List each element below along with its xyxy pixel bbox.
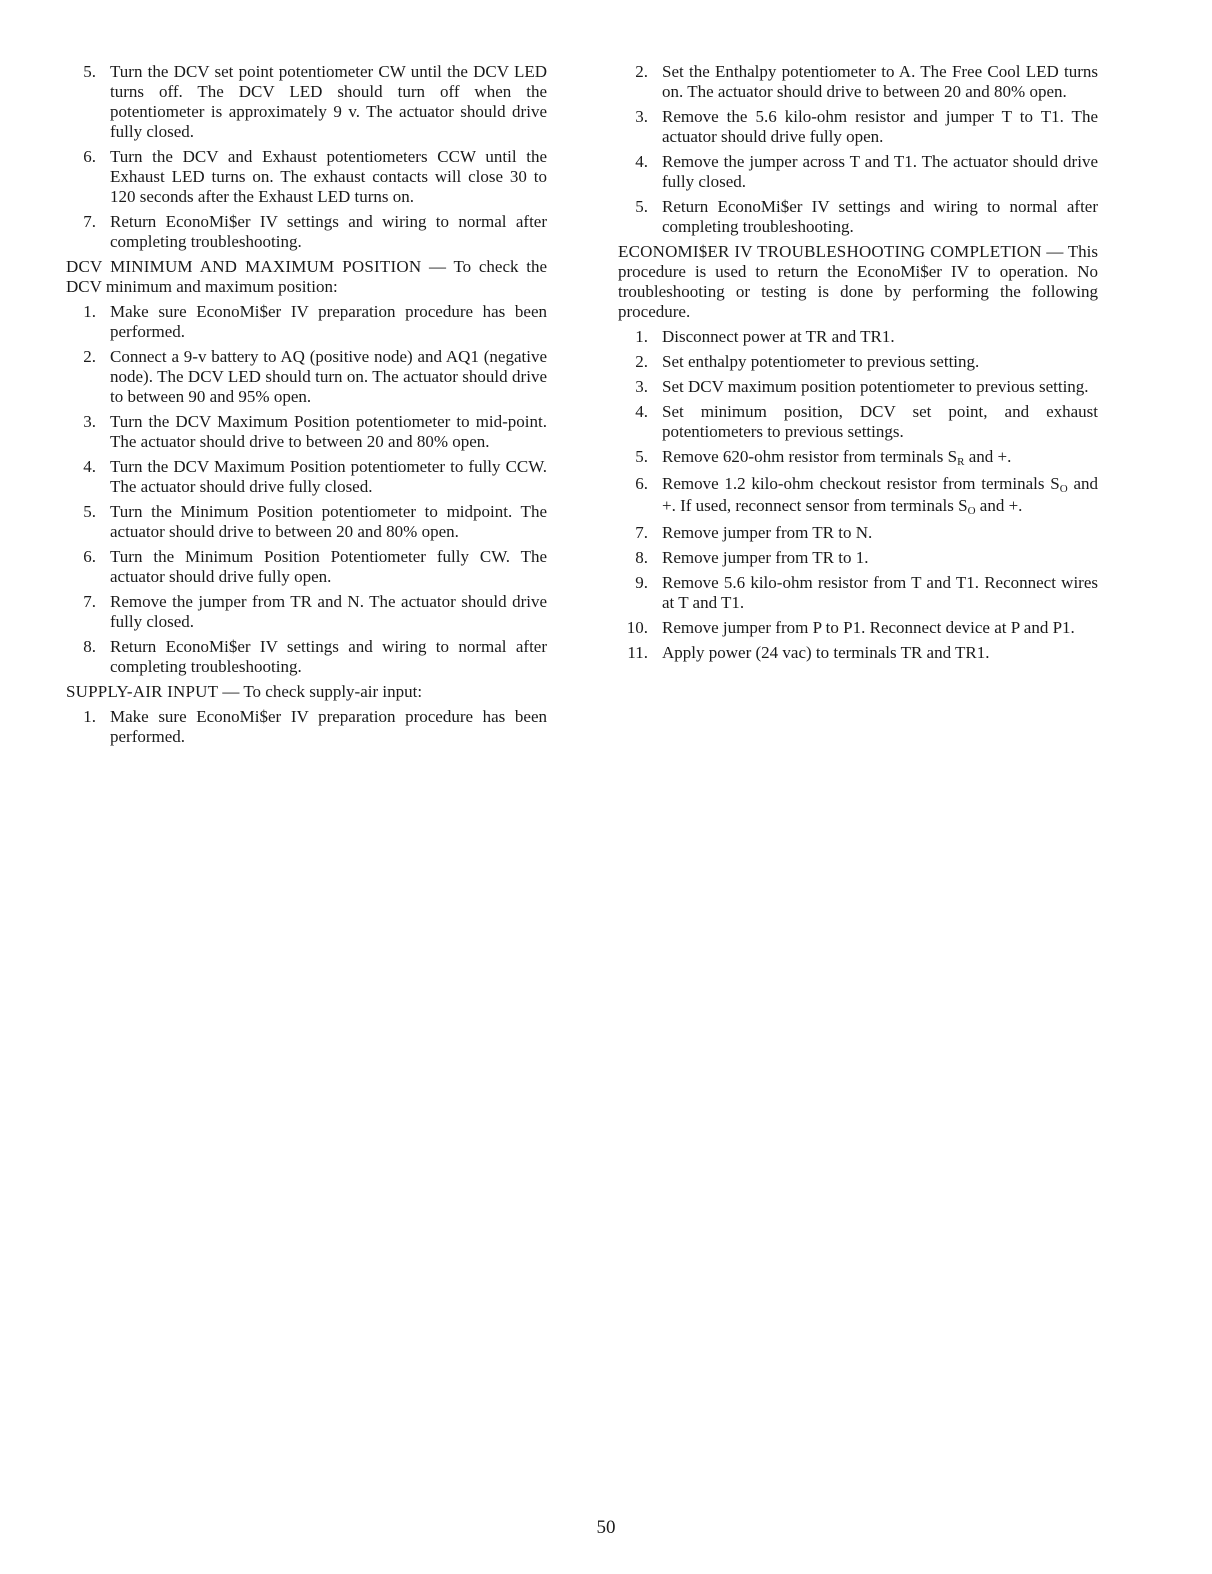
list-item: 8. Return EconoMi$er IV settings and wiring to normal after completing troubleshooting. xyxy=(83,637,547,676)
list-item: 5. Return EconoMi$er IV settings and wiring to normal after completing troubleshooting. xyxy=(635,197,1098,236)
list-item: 7. Remove the jumper from TR and N. The actuator should drive fully closed. xyxy=(83,592,547,631)
right-column xyxy=(618,62,1098,668)
page-number: 50 xyxy=(596,1517,616,1538)
list-item: 3. Turn the DCV Maximum Position potentiometer to mid-point. The actuator should drive to between 20 and 80% open. xyxy=(83,412,547,451)
list-item: 11. Apply power (24 vac) to terminals TR and TR1. xyxy=(627,643,990,662)
list-item: 5. Remove 620-ohm resistor from terminals SR and +. xyxy=(635,447,1012,468)
list-item: 1. Disconnect power at TR and TR1. xyxy=(635,327,895,346)
list-item: 2. Set enthalpy potentiometer to previous setting. xyxy=(635,352,980,371)
completion-paragraph: ECONOMI$ER IV TROUBLESHOOTING COMPLETION — This procedure is used to return the EconoMi$er IV to operation. No troubleshooting or testing is done by performing the following procedure. xyxy=(618,242,1099,321)
list-item: 5. Turn the Minimum Position potentiometer to midpoint. The actuator should drive to between 20 and 80% open. xyxy=(83,502,547,541)
list-item: 9. Remove 5.6 kilo-ohm resistor from T and T1. Reconnect wires at T and T1. xyxy=(635,573,1098,612)
supply-air-paragraph: SUPPLY-AIR INPUT — To check supply-air input: xyxy=(66,682,423,701)
section-heading: ECONOMI$ER IV TROUBLESHOOTING COMPLETION xyxy=(618,242,1042,261)
list-item: 5. Turn the DCV set point potentiometer CW until the DCV LED turns off. The DCV LED should turn off when the potentiometer is approximately 9 v. The actuator should drive fully closed. xyxy=(83,62,547,141)
section-heading: DCV MINIMUM AND MAXIMUM POSITION xyxy=(66,257,422,276)
list-item: 7. Return EconoMi$er IV settings and wiring to normal after completing troubleshooting. xyxy=(83,212,547,251)
list-item: 8. Remove jumper from TR to 1. xyxy=(635,548,869,567)
list-item: 6. Remove 1.2 kilo-ohm checkout resistor from terminals SO and +. If used, reconnect sensor from terminals SO and +. xyxy=(635,474,1098,517)
list-item: 7. Remove jumper from TR to N. xyxy=(635,523,873,542)
list-item: 2. Connect a 9-v battery to AQ (positive node) and AQ1 (negative node). The DCV LED should turn on. The actuator should drive to between 90 and 95% open. xyxy=(83,347,547,406)
list-item: 6. Turn the Minimum Position Potentiometer fully CW. The actuator should drive fully open. xyxy=(83,547,547,586)
list-item: 4. Set minimum position, DCV set point, and exhaust potentiometers to previous settings. xyxy=(635,402,1098,441)
list-item: 10. Remove jumper from P to P1. Reconnect device at P and P1. xyxy=(626,618,1075,637)
list-item: 4. Turn the DCV Maximum Position potentiometer to fully CCW. The actuator should drive fully closed. xyxy=(83,457,547,496)
list-item: 2. Set the Enthalpy potentiometer to A. The Free Cool LED turns on. The actuator should drive to between 20 and 80% open. xyxy=(635,62,1098,101)
list-item: 6. Turn the DCV and Exhaust potentiometers CCW until the Exhaust LED turns on. The exhaust contacts will close 30 to 120 seconds after the Exhaust LED turns on. xyxy=(83,147,547,206)
dcv-min-max-paragraph: DCV MINIMUM AND MAXIMUM POSITION — To check the DCV minimum and maximum position: xyxy=(66,257,547,296)
list-item: 1. Make sure EconoMi$er IV preparation procedure has been performed. xyxy=(83,302,547,341)
list-item: 3. Remove the 5.6 kilo-ohm resistor and jumper T to T1. The actuator should drive fully open. xyxy=(635,107,1098,146)
list-item: 3. Set DCV maximum position potentiometer to previous setting. xyxy=(635,377,1089,396)
left-column xyxy=(66,62,547,752)
list-item: 4. Remove the jumper across T and T1. The actuator should drive fully closed. xyxy=(635,152,1098,191)
section-heading: SUPPLY-AIR INPUT xyxy=(66,682,219,701)
list-item: 1. Make sure EconoMi$er IV preparation procedure has been performed. xyxy=(83,707,547,746)
